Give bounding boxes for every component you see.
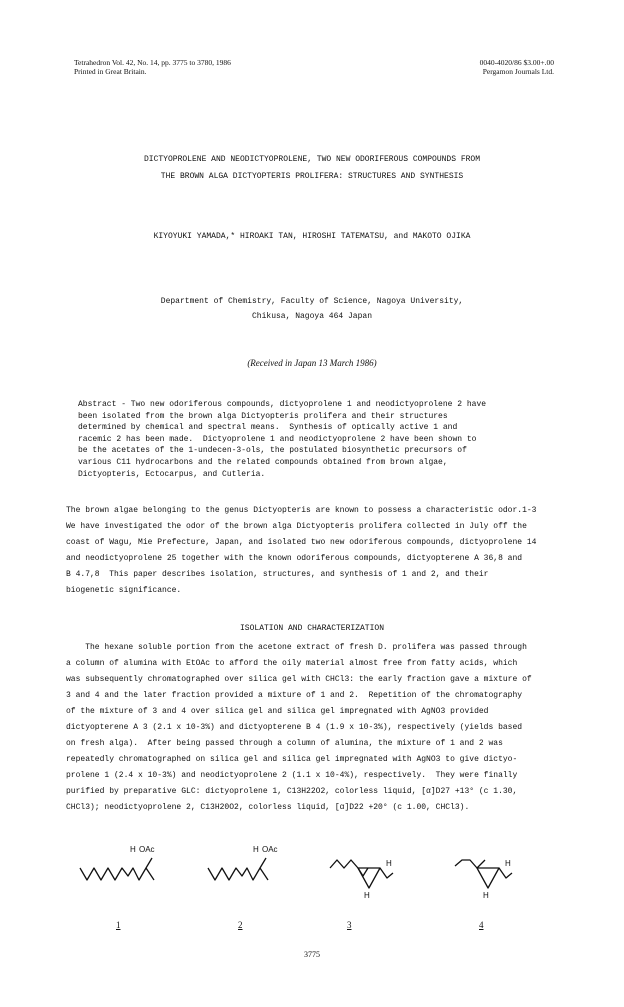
journal-header (74, 58, 231, 76)
structure-1-vinyl (146, 858, 152, 868)
intro-line: B 4.7,8 This paper describes isolation, structures, and synthesis of 1 and 2, and their (66, 570, 489, 579)
title-line-2: THE BROWN ALGA DICTYOPTERIS PROLIFERA: STRUCTURES AND SYNTHESIS (160, 172, 464, 181)
abstract (78, 399, 558, 480)
abstract-line: various C11 hydrocarbons and the related compounds obtained from brown algae, (78, 457, 448, 467)
abstract-line: Abstract - Two new odoriferous compounds, dictyoprolene 1 and neodictyoprolene 2 have (78, 400, 487, 409)
abstract-line: be the acetates of the 1-undecen-3-ols, the postulated biosynthetic precursors of (78, 446, 467, 456)
author-list: KIYOYUKI YAMADA,* HIROAKI TAN, HIROSHI TATEMATSU, and MAKOTO OJIKA (153, 232, 471, 241)
intro-line: We have investigated the odor of the brown alga Dictyopteris prolifera collected in July off the (66, 522, 527, 531)
chemical-structures (60, 838, 564, 948)
abstract-line: racemic 2 has been made. Dictyoprolene 1 and neodictyoprolene 2 have been shown to (78, 434, 477, 444)
isolation-line: of the mixture of 3 and 4 over silica gel and silica gel impregnated with AgNO3 provided (66, 707, 489, 716)
isolation-text (66, 640, 566, 816)
structure-2-chain (208, 868, 268, 880)
price-code: 0040-4020/86 $3.00+.00 (479, 58, 554, 67)
introduction (66, 503, 566, 599)
structure-4-h-bottom: H (483, 891, 489, 900)
structure-figure (60, 838, 564, 953)
isolation-line: purified by preparative GLC: dictyoprolene 1, C13H22O2, colorless liquid, [α]D27 +13° (c 1.30, (66, 787, 518, 796)
isolation-line: was subsequently chromatographed over silica gel with CHCl3: the early fraction gave a mixture of (66, 675, 532, 684)
page-number: 3775 (304, 950, 320, 959)
isolation-line: prolene 1 (2.4 x 10-3%) and neodictyoprolene 2 (1.1 x 10-4%), respectively. They were finally (66, 771, 518, 780)
intro-line: and neodictyoprolene 25 together with the known odoriferous compounds, dictyopterene A 36,8 and (66, 554, 523, 563)
paper-title (60, 151, 564, 185)
abstract-line: been isolated from the brown alga Dictyopteris prolifera and their structures (78, 411, 448, 421)
intro-line: The brown algae belonging to the genus Dictyopteris are known to possess a characteristic odor.1-3 (66, 506, 537, 515)
isolation-line: CHCl3); neodictyoprolene 2, C13H20O2, colorless liquid, [α]D22 +20° (c 1.00, CHCl3). (66, 803, 470, 812)
compound-label-3: 3 (347, 920, 352, 930)
printed-note: Printed in Great Britain. (74, 67, 147, 76)
affiliation (60, 294, 564, 324)
structure-4-chain (455, 860, 485, 868)
abstract-line: determined by chemical and spectral means. Synthesis of optically active 1 and (78, 423, 458, 433)
structure-3-ring (358, 868, 380, 888)
structure-2-oac: OAc (262, 845, 278, 854)
intro-line: coast of Wagu, Mie Prefecture, Japan, and isolated two new odoriferous compounds, dictyoprolene 14 (66, 538, 537, 547)
structure-1-h: H (130, 845, 136, 854)
publisher-header (480, 58, 554, 76)
section-heading: ISOLATION AND CHARACTERIZATION (239, 624, 385, 633)
publisher-name: Pergamon Journals Ltd. (482, 67, 554, 76)
title-line-1: DICTYOPROLENE AND NEODICTYOPROLENE, TWO NEW ODORIFEROUS COMPOUNDS FROM (143, 155, 481, 164)
compound-label-2: 2 (238, 920, 243, 930)
compound-label-4: 4 (479, 920, 484, 930)
isolation-line: a column of alumina with EtOAc to afford the oily material almost free from fatty acids, which (66, 659, 518, 668)
structure-4-ring (477, 868, 499, 888)
structure-3-h-bottom: H (364, 891, 370, 900)
compound-label-1: 1 (116, 920, 121, 930)
journal-citation: Tetrahedron Vol. 42, No. 14, pp. 3775 to 3780, 1986 (74, 58, 231, 67)
affiliation-line-1: Department of Chemistry, Faculty of Science, Nagoya University, (160, 297, 464, 306)
structure-4-h-right: H (505, 859, 511, 868)
structure-3-vinyl (380, 868, 393, 878)
structure-2-vinyl (260, 858, 266, 868)
abstract-line: Dictyopteris, Ectocarpus, and Cutleria. (78, 469, 266, 479)
structure-2-h: H (253, 845, 259, 854)
structure-1-oac: OAc (139, 845, 155, 854)
isolation-line: dictyopterene A 3 (2.1 x 10-3%) and dictyopterene B 4 (1.9 x 10-3%), respectively (yields based (66, 723, 523, 732)
affiliation-line-2: Chikusa, Nagoya 464 Japan (251, 312, 373, 321)
received-date: (Received in Japan 13 March 1986) (247, 358, 377, 368)
isolation-line: on fresh alga). After being passed through a column of alumina, the mixture of 1 and 2 was (66, 739, 503, 748)
isolation-line: repeatedly chromatographed on silica gel and silica gel impregnated with AgNO3 to give dictyo- (66, 755, 518, 764)
structure-4-vinyl (499, 868, 512, 878)
structure-3-h-right: H (386, 859, 392, 868)
isolation-line: 3 and 4 and the later fraction provided a mixture of 1 and 2. Repetition of the chromatography (66, 691, 523, 700)
intro-line: biogenetic significance. (66, 586, 182, 595)
isolation-line: The hexane soluble portion from the acetone extract of fresh D. prolifera was passed through (66, 643, 527, 652)
structure-1-chain (80, 868, 154, 880)
